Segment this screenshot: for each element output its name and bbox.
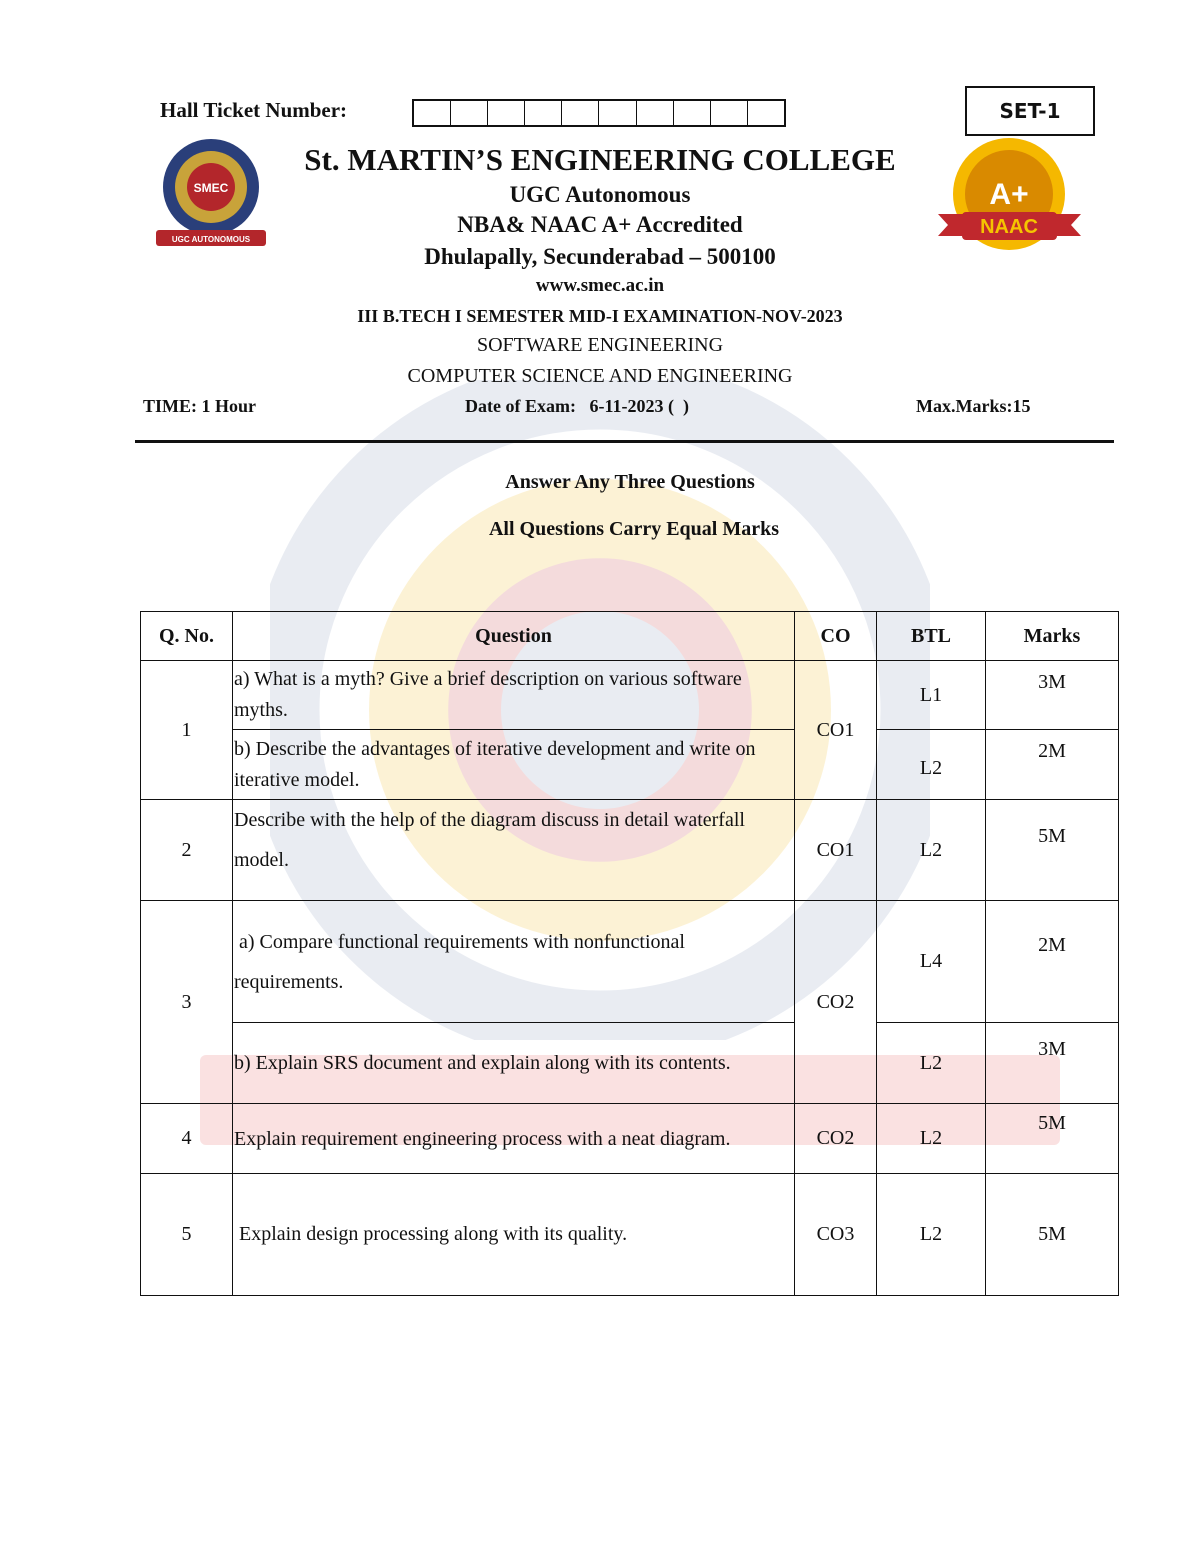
btl-level: L2 <box>877 730 986 800</box>
hall-ticket-digit-box[interactable] <box>674 101 711 125</box>
exam-title: III B.TECH I SEMESTER MID-I EXAMINATION-NOV-2023 <box>357 306 843 326</box>
instruction-answer-any: Answer Any Three Questions <box>505 471 755 493</box>
hall-ticket-digit-box[interactable] <box>599 101 636 125</box>
question-text: b) Explain SRS document and explain along with its contents. <box>233 1023 795 1104</box>
naac-ribbon-text: NAAC <box>980 216 1038 238</box>
course-outcome: CO2 <box>795 1104 877 1174</box>
college-website: www.smec.ac.in <box>535 275 665 296</box>
question-number: 3 <box>141 901 233 1104</box>
hall-ticket-digit-box[interactable] <box>637 101 674 125</box>
question-number: 2 <box>141 800 233 901</box>
question-marks: 3M <box>986 1023 1119 1104</box>
exam-max-marks: Max.Marks:15 <box>916 396 1031 416</box>
question-table <box>140 611 1119 1296</box>
instruction-equal-marks: All Questions Carry Equal Marks <box>488 518 780 540</box>
set-badge: SET-1 <box>965 86 1095 136</box>
question-marks: 2M <box>986 730 1119 800</box>
course-outcome: CO1 <box>795 800 877 901</box>
course-outcome: CO1 <box>795 661 877 800</box>
btl-level: L2 <box>877 1104 986 1174</box>
hall-ticket-number-boxes[interactable] <box>412 99 786 127</box>
hall-ticket-label: Hall Ticket Number: <box>160 98 348 122</box>
btl-level: L2 <box>877 800 986 901</box>
table-row <box>141 1023 1119 1104</box>
question-marks: 5M <box>986 1174 1119 1296</box>
question-text: b) Describe the advantages of iterative development and write on iterative model. <box>233 730 795 800</box>
question-text: a) What is a myth? Give a brief description on various software myths. <box>233 661 795 730</box>
logo-badge-text: UGC AUTONOMOUS <box>171 235 251 244</box>
table-row <box>141 1174 1119 1296</box>
hall-ticket-digit-box[interactable] <box>414 101 451 125</box>
btl-level: L2 <box>877 1023 986 1104</box>
exam-department: COMPUTER SCIENCE AND ENGINEERING <box>407 365 793 387</box>
table-row <box>141 661 1119 730</box>
header-divider <box>135 440 1114 443</box>
hall-ticket-digit-box[interactable] <box>748 101 784 125</box>
logo-center-text: SMEC <box>193 181 229 195</box>
exam-time: TIME: 1 Hour <box>143 396 257 416</box>
btl-level: L1 <box>877 661 986 730</box>
exam-date: Date of Exam: 6-11-2023 ( ) <box>465 396 689 416</box>
table-row <box>141 901 1119 1023</box>
college-accreditation: NBA& NAAC A+ Accredited <box>457 212 743 237</box>
btl-level: L2 <box>877 1174 986 1296</box>
question-number: 4 <box>141 1104 233 1174</box>
hall-ticket-digit-box[interactable] <box>711 101 748 125</box>
table-row <box>141 800 1119 901</box>
table-header-row <box>141 612 1119 661</box>
table-row <box>141 1104 1119 1174</box>
hall-ticket-digit-box[interactable] <box>451 101 488 125</box>
question-text: Describe with the help of the diagram discuss in detail waterfall model. <box>233 800 795 901</box>
question-number: 5 <box>141 1174 233 1296</box>
exam-subject: SOFTWARE ENGINEERING <box>476 334 724 356</box>
naac-grade-text: A+ <box>989 178 1029 211</box>
question-text: Explain design processing along with its quality. <box>233 1174 795 1296</box>
hall-ticket-digit-box[interactable] <box>525 101 562 125</box>
header-qno: Q. No. <box>141 612 233 661</box>
question-marks: 3M <box>986 661 1119 730</box>
table-row <box>141 730 1119 800</box>
hall-ticket-digit-box[interactable] <box>562 101 599 125</box>
btl-level: L4 <box>877 901 986 1023</box>
header-question: Question <box>233 612 795 661</box>
question-text: Explain requirement engineering process with a neat diagram. <box>233 1104 795 1174</box>
course-outcome: CO2 <box>795 901 877 1104</box>
college-autonomy: UGC Autonomous <box>509 182 691 207</box>
question-marks: 2M <box>986 901 1119 1023</box>
question-text: a) Compare functional requirements with nonfunctional requirements. <box>233 901 795 1023</box>
header-btl: BTL <box>877 612 986 661</box>
header-co: CO <box>795 612 877 661</box>
question-marks: 5M <box>986 800 1119 901</box>
college-name: St. MARTIN’S ENGINEERING COLLEGE <box>304 142 896 177</box>
college-address: Dhulapally, Secunderabad – 500100 <box>424 244 776 269</box>
question-marks: 5M <box>986 1104 1119 1174</box>
question-number: 1 <box>141 661 233 800</box>
header-marks: Marks <box>986 612 1119 661</box>
hall-ticket-digit-box[interactable] <box>488 101 525 125</box>
course-outcome: CO3 <box>795 1174 877 1296</box>
